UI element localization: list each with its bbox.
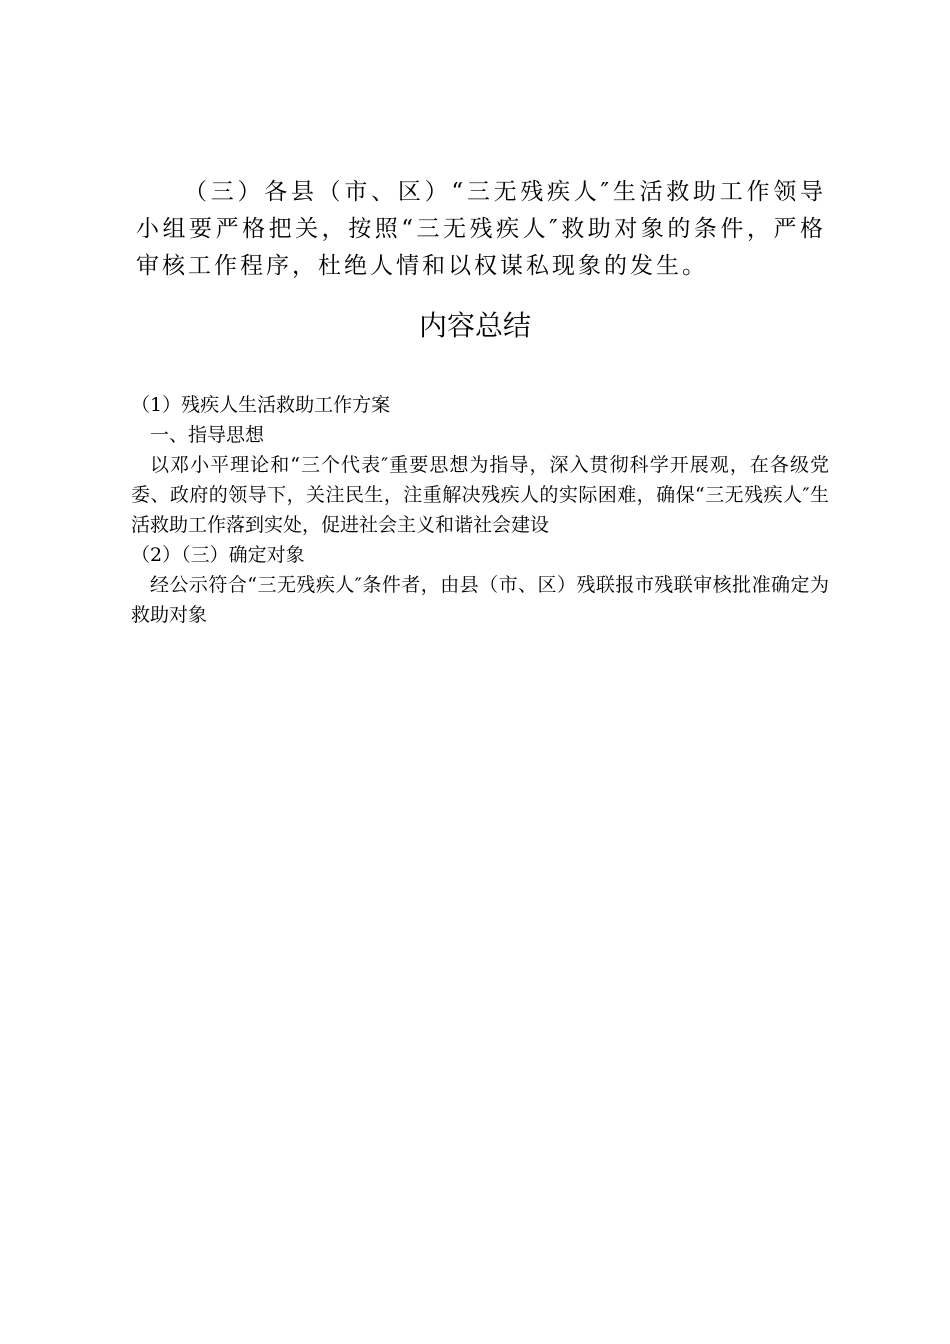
intro-paragraph: （三）各县（市、区）“三无残疾人″生活救助工作领导小组要严格把关，按照“三无残疾人″救助对象的条件，严格审核工作程序，杜绝人情和以权谋私现象的发生。 [136,179,826,279]
summary-body [131,390,829,630]
summary-title: 内容总结 [418,309,531,342]
summary-paragraph-guiding-thought: 以邓小平理论和“三个代表″重要思想为指导，深入贯彻科学开展观，在各级党委、政府的领导下，关注民生，注重解决残疾人的实际困难，确保“三无残疾人″生活救助工作落到实处，促进社会主义和谐社会建设 [131,454,829,536]
summary-subheading-guiding-thought: 一、指导思想 [150,424,265,446]
summary-paragraph-targets: 经公示符合“三无残疾人″条件者，由县（市、区）残联报市残联审核批准确定为救助对象 [131,574,829,626]
summary-section-2-heading: （2）（三）确定对象 [131,544,305,566]
summary-section-1-heading: （1）残疾人生活救助工作方案 [131,394,391,416]
